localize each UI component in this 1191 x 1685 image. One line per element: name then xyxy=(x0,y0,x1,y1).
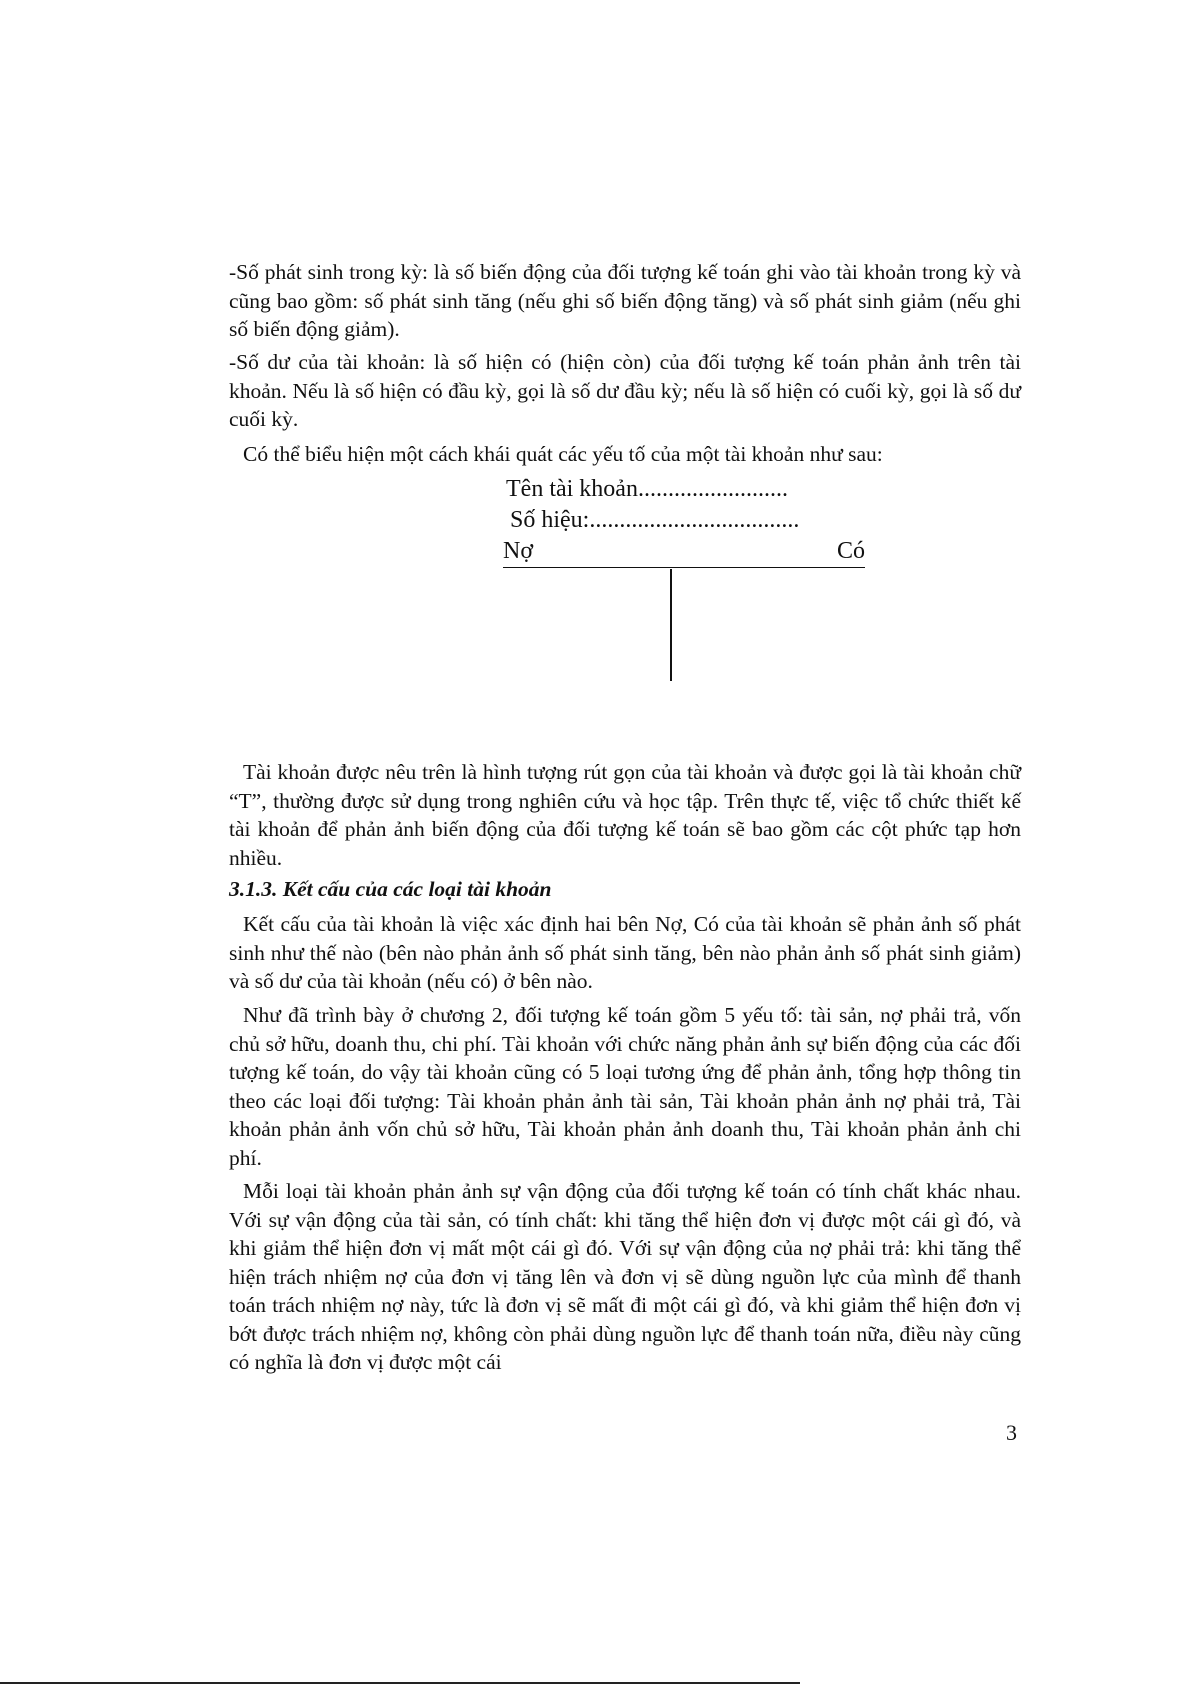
t-account-name-label: Tên tài khoản......................... xyxy=(506,476,788,502)
t-account-number-label: Số hiệu:................................... xyxy=(510,507,800,533)
paragraph-bieu-hien: Có thể biểu hiện một cách khái quát các yếu tố của một tài khoản như sau: xyxy=(243,442,883,466)
t-account-debit-label: Nợ xyxy=(503,538,534,564)
paragraph-so-du: -Số dư của tài khoản: là số hiện có (hiện còn) của đối tượng kế toán phản ảnh trên tài khoản. Nếu là số hiện có đầu kỳ, gọi là số dư đầu kỳ; nếu là số hiện có cuối kỳ, gọi là số dư cuối kỳ. xyxy=(229,350,1021,431)
paragraph-doi-tuong: Như đã trình bày ở chương 2, đối tượng kế toán gồm 5 yếu tố: tài sản, nợ phải trả, vốn chủ sở hữu, doanh thu, chi phí. Tài khoản với chức năng phản ảnh sự biến động của các đối tượng kế toán, do vậy tài khoản cũng có 5 loại tương ứng để phản ảnh, tổng hợp thông tin theo các loại đối tượng: Tài khoản phản ảnh tài sản, Tài khoản phản ảnh nợ phải trả, Tài khoản phản ảnh vốn chủ sở hữu, Tài khoản phản ảnh doanh thu, Tài khoản phản ảnh chi phí. xyxy=(229,1003,1021,1170)
paragraph-ket-cau: Kết cấu của tài khoản là việc xác định hai bên Nợ, Có của tài khoản sẽ phản ảnh số phát sinh như thế nào (bên nào phản ảnh số phát sinh tăng, bên nào phản ảnh số phát sinh giảm) và số dư của tài khoản (nếu có) ở bên nào. xyxy=(229,912,1021,993)
t-account-credit-label: Có xyxy=(836,538,865,564)
section-heading: 3.1.3. Kết cấu của các loại tài khoản xyxy=(229,877,552,901)
t-account-vertical-line xyxy=(670,569,672,681)
t-account-header-line xyxy=(503,537,865,568)
paragraph-tai-khoan-chu-t: Tài khoản được nêu trên là hình tượng rút gọn của tài khoản và được gọi là tài khoản chữ “T”, thường được sử dụng trong nghiên cứu và học tập. Trên thực tế, việc tổ chức thiết kế tài khoản để phản ảnh biến động của đối tượng kế toán sẽ bao gồm các cột phức tạp hơn nhiều. xyxy=(229,760,1021,870)
bottom-rule xyxy=(0,1682,800,1684)
paragraph-phat-sinh: -Số phát sinh trong kỳ: là số biến động của đối tượng kế toán ghi vào tài khoản trong kỳ và cũng bao gồm: số phát sinh tăng (nếu ghi số biến động tăng) và số phát sinh giảm (nếu ghi số biến động giảm). xyxy=(229,260,1021,341)
paragraph-moi-loai: Mỗi loại tài khoản phản ảnh sự vận động của đối tượng kế toán có tính chất khác nhau. Với sự vận động của tài sản, có tính chất: khi tăng thể hiện đơn vị được một cái gì đó, và khi giảm thể hiện đơn vị mất một cái gì đó. Với sự vận động của nợ phải trả: khi tăng thể hiện trách nhiệm nợ của đơn vị tăng lên và đơn vị sẽ dùng nguồn lực của mình để thanh toán trách nhiệm nợ này, tức là đơn vị sẽ mất đi một cái gì đó, và khi giảm thể hiện đơn vị bớt được trách nhiệm nợ, không còn phải dùng nguồn lực để thanh toán nữa, điều này cũng có nghĩa là đơn vị được một cái xyxy=(229,1179,1021,1374)
page-number: 3 xyxy=(1006,1420,1017,1445)
